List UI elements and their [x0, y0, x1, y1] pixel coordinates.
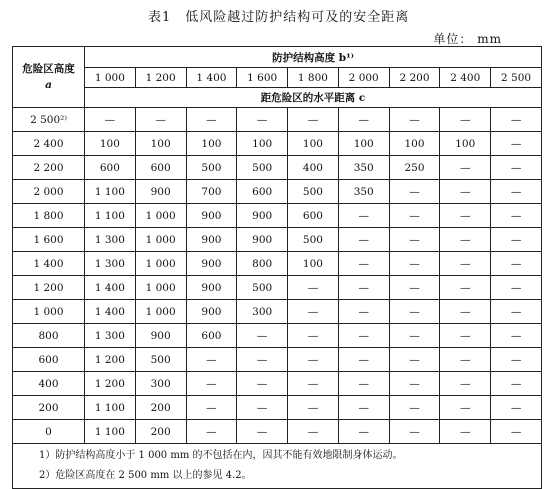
- distance-cell: 300: [135, 372, 186, 396]
- distance-cell: 900: [186, 204, 237, 228]
- distance-cell: —: [338, 108, 389, 132]
- distance-cell: —: [237, 420, 288, 444]
- distance-cell: —: [237, 108, 288, 132]
- distance-cell: —: [440, 372, 491, 396]
- structure-height-column-header: 2 400: [440, 68, 491, 88]
- header-row-structure-height: [13, 47, 542, 68]
- structure-height-column-header: 1 800: [288, 68, 339, 88]
- distance-cell: —: [491, 132, 542, 156]
- distance-cell: —: [237, 324, 288, 348]
- distance-cell: —: [491, 276, 542, 300]
- distance-cell: 100: [389, 132, 440, 156]
- distance-cell: 200: [135, 396, 186, 420]
- distance-cell: 500: [288, 228, 339, 252]
- distance-cell: —: [186, 396, 237, 420]
- distance-cell: 250: [389, 156, 440, 180]
- distance-cell: 1 000: [135, 276, 186, 300]
- distance-cell: 600: [288, 204, 339, 228]
- table-row: [13, 324, 542, 348]
- distance-cell: —: [440, 180, 491, 204]
- safety-distance-table: [12, 46, 542, 489]
- structure-height-column-header: 2 500: [491, 68, 542, 88]
- distance-cell: 900: [186, 300, 237, 324]
- danger-zone-height-cell: 2 400: [13, 132, 85, 156]
- distance-cell: —: [186, 108, 237, 132]
- distance-cell: 600: [186, 324, 237, 348]
- danger-zone-height-cell: 1 800: [13, 204, 85, 228]
- distance-cell: 1 000: [135, 204, 186, 228]
- distance-cell: 1 400: [85, 276, 136, 300]
- distance-cell: —: [389, 252, 440, 276]
- distance-cell: 100: [288, 252, 339, 276]
- table-row: [13, 228, 542, 252]
- distance-cell: —: [338, 348, 389, 372]
- distance-cell: 100: [85, 132, 136, 156]
- distance-cell: —: [288, 276, 339, 300]
- distance-cell: —: [389, 396, 440, 420]
- table-title: 表1 低风险越过防护结构可及的安全距离: [148, 10, 410, 25]
- distance-cell: 1 000: [135, 228, 186, 252]
- distance-cell: 500: [288, 180, 339, 204]
- table-row: [13, 180, 542, 204]
- danger-zone-height-symbol: a: [45, 79, 52, 91]
- distance-cell: —: [338, 420, 389, 444]
- distance-cell: 1 100: [85, 204, 136, 228]
- distance-cell: —: [440, 300, 491, 324]
- footnotes: [13, 444, 542, 489]
- distance-cell: 700: [186, 180, 237, 204]
- distance-cell: —: [186, 348, 237, 372]
- distance-cell: —: [389, 228, 440, 252]
- distance-cell: —: [491, 300, 542, 324]
- distance-cell: 100: [288, 132, 339, 156]
- table-row: [13, 252, 542, 276]
- structure-height-column-header: 1 400: [186, 68, 237, 88]
- distance-cell: 100: [237, 132, 288, 156]
- distance-cell: 500: [186, 156, 237, 180]
- horizontal-distance-label: 距危险区的水平距离 c: [85, 88, 542, 108]
- danger-zone-height-cell: 2 200: [13, 156, 85, 180]
- distance-cell: —: [288, 396, 339, 420]
- distance-cell: 900: [135, 324, 186, 348]
- distance-cell: 1 400: [85, 300, 136, 324]
- distance-cell: —: [440, 156, 491, 180]
- distance-cell: —: [440, 348, 491, 372]
- distance-cell: 350: [338, 156, 389, 180]
- distance-cell: —: [389, 300, 440, 324]
- distance-cell: —: [85, 108, 136, 132]
- distance-cell: —: [440, 324, 491, 348]
- distance-cell: 1 100: [85, 180, 136, 204]
- distance-cell: 1 000: [135, 300, 186, 324]
- distance-cell: —: [338, 228, 389, 252]
- distance-cell: —: [389, 204, 440, 228]
- distance-cell: —: [338, 204, 389, 228]
- table-row: [13, 204, 542, 228]
- table-row: [13, 300, 542, 324]
- danger-zone-height-cell: 200: [13, 396, 85, 420]
- distance-cell: —: [338, 252, 389, 276]
- distance-cell: —: [440, 420, 491, 444]
- danger-zone-height-cell: 400: [13, 372, 85, 396]
- distance-cell: —: [288, 300, 339, 324]
- distance-cell: —: [389, 420, 440, 444]
- distance-cell: 300: [237, 300, 288, 324]
- danger-zone-height-cell: 0: [13, 420, 85, 444]
- distance-cell: —: [237, 396, 288, 420]
- distance-cell: 100: [338, 132, 389, 156]
- distance-cell: 1 200: [85, 372, 136, 396]
- table-row: [13, 396, 542, 420]
- distance-cell: 600: [237, 180, 288, 204]
- distance-cell: 1 300: [85, 324, 136, 348]
- header-row-structure-values: [13, 68, 542, 88]
- distance-cell: —: [338, 396, 389, 420]
- unit-label: 单位： mm: [433, 32, 502, 46]
- distance-cell: 500: [237, 156, 288, 180]
- danger-zone-height-cell: 800: [13, 324, 85, 348]
- distance-cell: —: [288, 348, 339, 372]
- table-row: [13, 372, 542, 396]
- distance-cell: —: [288, 372, 339, 396]
- distance-cell: —: [389, 276, 440, 300]
- distance-cell: 1 100: [85, 396, 136, 420]
- distance-cell: 900: [186, 276, 237, 300]
- distance-cell: —: [389, 180, 440, 204]
- distance-cell: —: [440, 228, 491, 252]
- danger-zone-height-cell: 1 000: [13, 300, 85, 324]
- distance-cell: 1 200: [85, 348, 136, 372]
- distance-cell: —: [389, 372, 440, 396]
- distance-cell: 900: [237, 228, 288, 252]
- distance-cell: —: [288, 324, 339, 348]
- danger-zone-height-cell: 600: [13, 348, 85, 372]
- distance-cell: —: [389, 324, 440, 348]
- distance-cell: —: [491, 252, 542, 276]
- distance-cell: 1 100: [85, 420, 136, 444]
- danger-zone-height-label: 危险区高度: [22, 63, 75, 75]
- distance-cell: —: [491, 108, 542, 132]
- distance-cell: 900: [135, 180, 186, 204]
- danger-zone-height-header: [13, 47, 85, 108]
- danger-zone-height-cell: 1 200: [13, 276, 85, 300]
- distance-cell: —: [389, 348, 440, 372]
- distance-cell: 600: [135, 156, 186, 180]
- distance-cell: 350: [338, 180, 389, 204]
- distance-cell: —: [338, 276, 389, 300]
- distance-cell: —: [491, 396, 542, 420]
- footnotes-row: [13, 444, 542, 489]
- distance-cell: 500: [135, 348, 186, 372]
- structure-height-column-header: 1 200: [135, 68, 186, 88]
- distance-cell: 800: [237, 252, 288, 276]
- distance-cell: —: [288, 420, 339, 444]
- table-row: [13, 276, 542, 300]
- structure-height-column-header: 1 000: [85, 68, 136, 88]
- distance-cell: —: [440, 396, 491, 420]
- distance-cell: —: [440, 204, 491, 228]
- distance-cell: 1 300: [85, 252, 136, 276]
- table-row: [13, 108, 542, 132]
- distance-cell: 900: [186, 228, 237, 252]
- distance-cell: —: [338, 324, 389, 348]
- distance-cell: —: [491, 180, 542, 204]
- danger-zone-height-cell: 1 600: [13, 228, 85, 252]
- distance-cell: —: [135, 108, 186, 132]
- table-row: [13, 132, 542, 156]
- distance-cell: —: [237, 372, 288, 396]
- distance-cell: —: [288, 108, 339, 132]
- structure-height-label: 防护结构高度 b¹⁾: [85, 47, 542, 68]
- distance-cell: —: [338, 300, 389, 324]
- distance-cell: —: [389, 108, 440, 132]
- distance-cell: —: [186, 420, 237, 444]
- structure-height-column-header: 2 000: [338, 68, 389, 88]
- structure-height-column-header: 1 600: [237, 68, 288, 88]
- distance-cell: 1 000: [135, 252, 186, 276]
- distance-cell: —: [338, 372, 389, 396]
- distance-cell: 900: [186, 252, 237, 276]
- distance-cell: 900: [237, 204, 288, 228]
- footnote: 2）危险区高度在 2 500 mm 以上的参见 4.2。: [39, 470, 252, 481]
- distance-cell: —: [491, 228, 542, 252]
- distance-cell: —: [491, 420, 542, 444]
- distance-cell: —: [440, 108, 491, 132]
- distance-cell: —: [237, 348, 288, 372]
- structure-height-column-header: 2 200: [389, 68, 440, 88]
- distance-cell: 1 300: [85, 228, 136, 252]
- distance-cell: 600: [85, 156, 136, 180]
- distance-cell: 100: [440, 132, 491, 156]
- distance-cell: —: [491, 324, 542, 348]
- distance-cell: 200: [135, 420, 186, 444]
- table-row: [13, 348, 542, 372]
- distance-cell: —: [491, 348, 542, 372]
- table-row: [13, 156, 542, 180]
- distance-cell: 500: [237, 276, 288, 300]
- distance-cell: —: [491, 156, 542, 180]
- distance-cell: 100: [135, 132, 186, 156]
- distance-cell: —: [491, 372, 542, 396]
- danger-zone-height-cell: 2 000: [13, 180, 85, 204]
- footnote: 1）防护结构高度小于 1 000 mm 的不包括在内，因其不能有效地限制身体运动。: [39, 450, 403, 461]
- distance-cell: 400: [288, 156, 339, 180]
- danger-zone-height-cell: 2 500²⁾: [13, 108, 85, 132]
- danger-zone-height-cell: 1 400: [13, 252, 85, 276]
- distance-cell: 100: [186, 132, 237, 156]
- header-row-distance: [13, 88, 542, 108]
- distance-cell: —: [440, 276, 491, 300]
- distance-cell: —: [186, 372, 237, 396]
- distance-cell: —: [491, 204, 542, 228]
- distance-cell: —: [440, 252, 491, 276]
